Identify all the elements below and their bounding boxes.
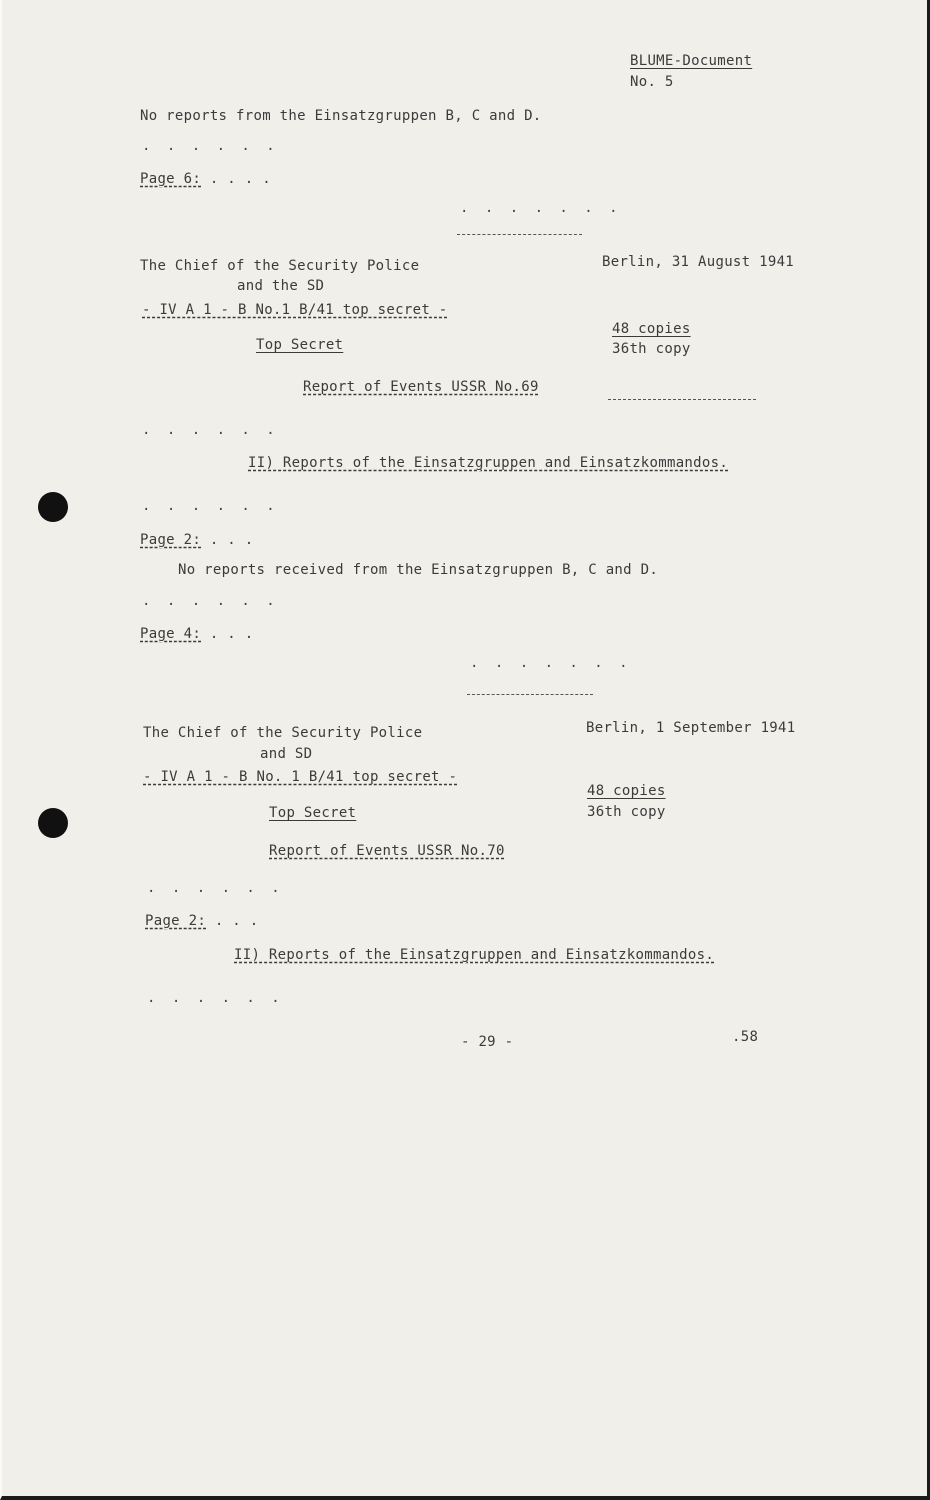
ellipsis: . . . . . . (142, 593, 279, 609)
place-date: Berlin, 1 September 1941 (586, 720, 796, 736)
ellipsis: . . . . . . (147, 880, 284, 896)
sender-line-1: The Chief of the Security Police (143, 725, 423, 741)
copy-number: 36th copy (612, 341, 691, 357)
place-date: Berlin, 31 August 1941 (602, 254, 795, 270)
sender-line-2: and SD (260, 746, 313, 762)
ellipsis: . . . . . . (147, 990, 284, 1006)
classification: Top Secret (256, 337, 344, 353)
page-4-dots: . . . (209, 626, 254, 642)
page-2-dots: . . . (209, 532, 254, 548)
ellipsis: . . . . . . (142, 422, 279, 438)
ellipsis: . . . . . . . (470, 655, 632, 671)
reference-line: - IV A 1 - B No. 1 B/41 top secret - (143, 769, 458, 785)
page-2-ref (145, 912, 259, 930)
page-6-ref (140, 170, 271, 188)
page-4-label: Page 4: (140, 626, 202, 642)
intro-line: No reports from the Einsatzgruppen B, C and D. (140, 108, 542, 124)
page-number: - 29 - (461, 1034, 514, 1050)
page-2-ref (140, 531, 254, 549)
page-6-dots: . . . . (209, 171, 271, 187)
section-heading: II) Reports of the Einsatzgruppen and Einsatzkommandos. (248, 455, 729, 471)
ellipsis: . . . . . . (142, 138, 279, 154)
report-title: Report of Events USSR No.70 (269, 843, 505, 859)
copies-count: 48 copies (612, 321, 691, 337)
ellipsis: . . . . . . . (460, 200, 622, 216)
divider (457, 234, 582, 235)
document-label: BLUME-Document (630, 53, 753, 69)
classification: Top Secret (269, 805, 357, 821)
page-2-text: No reports received from the Einsatzgruppen B, C and D. (178, 562, 659, 578)
sender-line-1: The Chief of the Security Police (140, 258, 420, 274)
punch-hole (38, 808, 68, 838)
reference-line: - IV A 1 - B No.1 B/41 top secret - (142, 302, 448, 318)
page-6-label: Page 6: (140, 171, 202, 187)
document-number: No. 5 (630, 74, 674, 90)
punch-hole (38, 492, 68, 522)
page-2-label: Page 2: (140, 532, 202, 548)
section-heading: II) Reports of the Einsatzgruppen and Einsatzkommandos. (234, 947, 715, 963)
ellipsis: . . . . . . (142, 498, 279, 514)
report-title: Report of Events USSR No.69 (303, 379, 539, 395)
divider (608, 399, 756, 400)
page-4-ref (140, 625, 254, 643)
divider (467, 694, 593, 695)
sender-line-2: and the SD (237, 278, 325, 294)
stamp-number: .58 (732, 1029, 759, 1045)
page-2-dots: . . . (214, 913, 259, 929)
copy-number: 36th copy (587, 804, 666, 820)
page-2-label: Page 2: (145, 913, 207, 929)
copies-count: 48 copies (587, 783, 666, 799)
